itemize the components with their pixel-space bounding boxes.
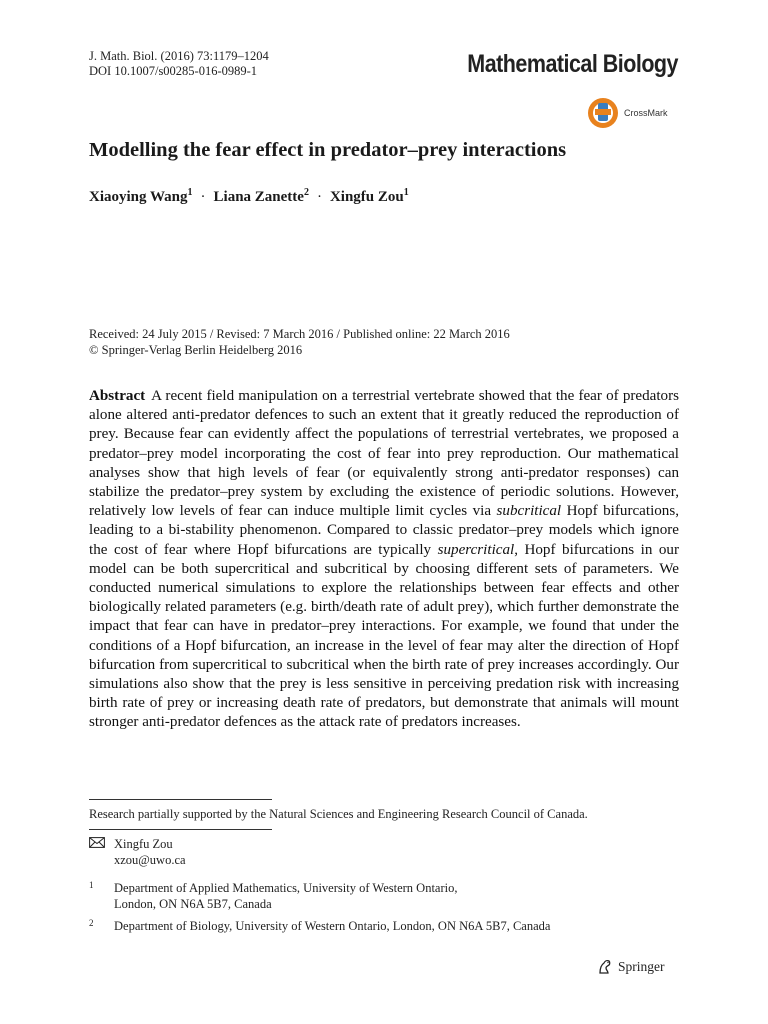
abstract-emphasis: supercritical [437,541,515,558]
contact-email[interactable]: xzou@uwo.ca [114,852,186,867]
footnote-divider [89,829,272,830]
publisher-logo [596,958,665,976]
footnote-divider [89,799,272,800]
funding-note: Research partially supported by the Natural Sciences and Engineering Research Council of Canada. [89,807,588,821]
author-list [89,187,409,206]
springer-horse-icon [596,958,614,976]
abstract [89,387,679,733]
author-name[interactable]: Xiaoying Wang [89,189,188,205]
journal-name: Mathematical Biology [467,50,678,78]
crossmark-badge[interactable] [586,96,668,130]
publisher-name: Springer [618,959,665,974]
affiliation-text: Department of Biology, University of Western Ontario, London, ON N6A 5B7, Canada [114,919,551,933]
corresponding-author [89,837,186,868]
affiliation-number: 1 [89,880,94,890]
author-name[interactable]: Xingfu Zou [329,189,404,205]
affiliation-1 [89,881,457,912]
contact-name: Xingfu Zou [114,837,173,851]
abstract-text: , Hopf bifurcations in our model can be both supercritical and subcritical by choosing different sets of parameters. We conducted numerical simulations to explore the relationships between fear effects and other biologically related parameters (e.g. birth/death rate of adult prey), which further demonstrate the impact that fear can have in predator–prey interactions. For example, we found that under the conditions of a Hopf bifurcation, an increase in the level of fear may alter the direction of Hopf bifurcation from supercritical to subcritical when the birth rate of prey increases accordingly. Our simulations also show that the prey is less sensitive in perceiving predation risk with increasing birth rate of prey or increasing death rate of predators, but demonstrate that animals will mount stronger anti-predator defences as the attack rate of predators increases. [89,541,680,731]
author-separator: · [200,189,206,205]
crossmark-icon [586,96,620,130]
article-title: Modelling the fear effect in predator–prey interactions [89,139,567,161]
dates-line: Received: 24 July 2015 / Revised: 7 March 2016 / Published online: 22 March 2016 [89,327,510,341]
doi-line: DOI 10.1007/s00285-016-0989-1 [89,64,258,78]
affiliation-2 [89,919,550,935]
crossmark-label: CrossMark [624,108,668,118]
copyright-line: © Springer-Verlag Berlin Heidelberg 2016 [89,342,303,357]
publication-history [89,327,510,358]
citation-block [89,49,269,79]
abstract-text: Hopf bifurcations, leading to a bi-stability phenomenon. Compared to classic predator–prey models which ignore the cost of fear where Hopf bifurcations are typically [89,503,680,558]
abstract-text: A recent field manipulation on a terrestrial vertebrate showed that the fear of predators alone altered anti-predator defences to such an extent that it greatly reduced the reproduction of prey. Because fear can evidently affect the populations of terrestrial vertebrates, we proposed a predator–prey model incorporating the cost of fear into prey reproduction. Our mathematical analyses show that high levels of fear (or equivalently strong anti-predator responses) can stabilize the predator–prey system by excluding the existence of periodic solutions. However, relatively low levels of fear can induce multiple limit cycles via [89,388,679,520]
envelope-icon [89,837,114,868]
author-separator: · [316,189,322,205]
affiliation-marker: 1 [403,187,409,198]
affiliation-marker: 1 [187,187,193,198]
affiliation-number: 2 [89,918,94,928]
author-name[interactable]: Liana Zanette [213,189,304,205]
abstract-emphasis: subcritical [496,503,562,520]
affiliation-marker: 2 [303,187,309,198]
affiliation-text: London, ON N6A 5B7, Canada [114,896,272,911]
affiliation-text: Department of Applied Mathematics, University of Western Ontario, [114,881,458,895]
abstract-heading: Abstract [89,388,146,404]
citation-line: J. Math. Biol. (2016) 73:1179–1204 [89,49,269,63]
